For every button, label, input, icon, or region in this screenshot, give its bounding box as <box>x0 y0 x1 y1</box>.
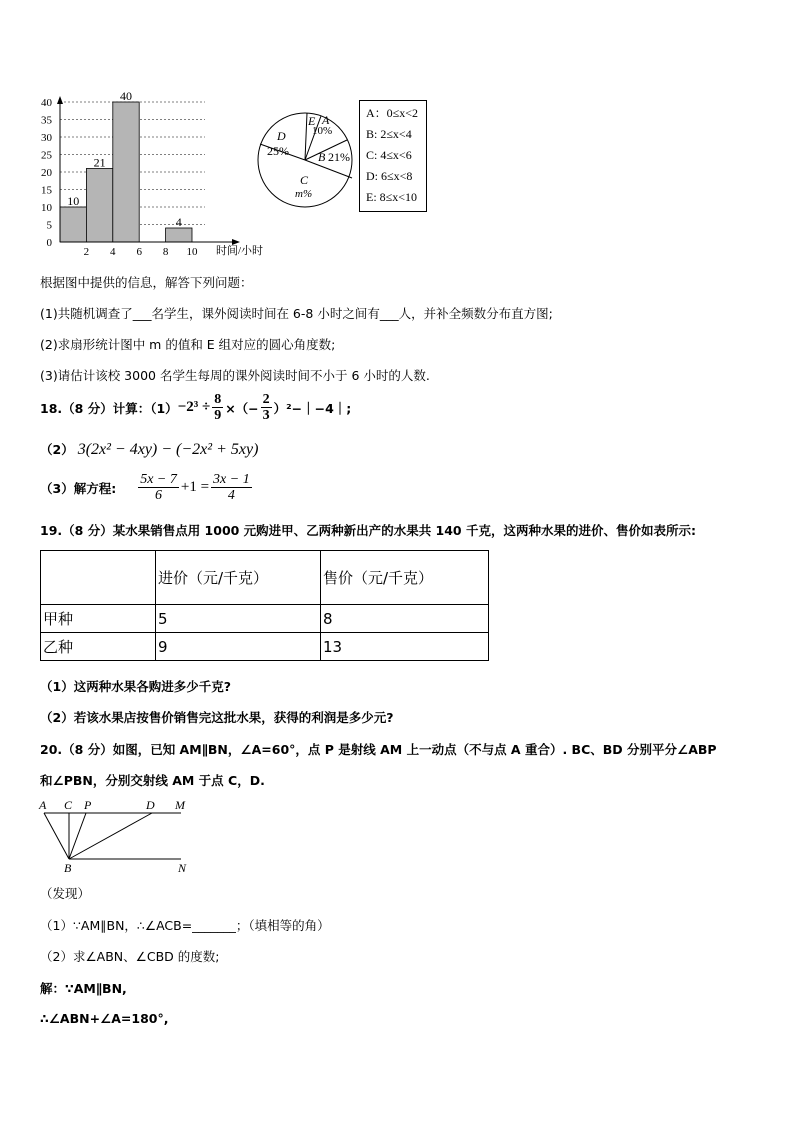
legend-item-a: A：0≤x<2 <box>366 106 419 120</box>
histogram-x-ticks <box>84 246 198 258</box>
point-n-label: N <box>178 861 187 875</box>
x-tick-label: 6 <box>136 246 142 258</box>
histogram-y-arrow <box>57 96 63 104</box>
point-b-label: B <box>64 861 72 875</box>
table-cell: 9 <box>156 633 321 661</box>
q18-f1-den: 9 <box>214 408 222 423</box>
q18-f3-num: 5x − 7 <box>140 472 177 487</box>
table-header-row <box>41 551 489 605</box>
pie-value-a: 10% <box>312 125 333 137</box>
point-d-label: D <box>146 798 155 812</box>
y-tick-label: 15 <box>41 184 52 197</box>
q20-line2: 和∠PBN，分别交射线 AM 于点 C，D. <box>40 773 265 788</box>
q17-part1: (1)共随机调查了___名学生，课外阅读时间在 6-8 小时之间有___人，并补全频数分布直方图; <box>40 306 553 321</box>
histogram-bar <box>86 169 112 243</box>
q18-p3-mid: +1 = <box>180 479 210 495</box>
q18-p1-a: −2³ ÷ <box>177 399 211 415</box>
table-row <box>41 633 489 661</box>
y-tick-label: 30 <box>41 132 52 144</box>
q18-p2-label: （2） <box>40 442 74 457</box>
q18-f4-num: 3x − 1 <box>213 472 250 487</box>
legend-item-b: B: 2≤x<4 <box>366 127 412 141</box>
x-tick-label: 10 <box>186 246 198 258</box>
q17-intro: 根据图中提供的信息，解答下列问题： <box>40 275 253 290</box>
bar-value-label: 4 <box>175 215 182 229</box>
histogram-y-ticks <box>41 97 53 249</box>
segment-bd <box>69 813 152 859</box>
q20-solution-line2: ∴∠ABN+∠A=180°, <box>40 1011 169 1026</box>
segment-bp <box>69 813 86 859</box>
histogram-bar <box>166 228 192 242</box>
q18-fraction-right <box>211 472 252 503</box>
x-tick-label: 2 <box>83 246 90 258</box>
q18-p1-b: ×（− <box>225 400 259 416</box>
q18-fraction-2-3 <box>261 392 272 423</box>
y-tick-label: 25 <box>41 149 52 162</box>
pie-label-e: E <box>308 114 316 128</box>
y-tick-label: 10 <box>41 202 52 214</box>
q18-fraction-left <box>138 472 179 503</box>
price-table <box>40 550 489 661</box>
table-header-cell: 售价（元/千克） <box>321 551 489 605</box>
histogram-bar <box>113 102 139 242</box>
pie-label-a: A <box>322 113 330 127</box>
table-cell: 5 <box>156 605 321 633</box>
pie-label-b: B <box>318 150 326 164</box>
y-tick-label: 0 <box>46 237 52 249</box>
pie-label-c: C <box>300 173 309 187</box>
segment-ab <box>44 813 69 859</box>
q19-part2: （2）若该水果店按售价销售完这批水果，获得的利润是多少元? <box>40 710 394 725</box>
pie-value-d: 25% <box>267 144 289 158</box>
bar-value-label: 21 <box>93 155 106 170</box>
q18-f3-den: 6 <box>155 488 163 503</box>
pie-legend <box>359 100 427 212</box>
q19-text: 19.（8 分）某水果销售点用 1000 元购进甲、乙两种新出产的水果共 140 千克，这两种水果的进价、售价如表所示: <box>40 523 696 538</box>
y-tick-label: 40 <box>41 97 52 109</box>
q17-part3: (3)请估计该校 3000 名学生每周的课外阅读时间不小于 6 小时的人数. <box>40 368 430 383</box>
q20-part2: （2）求∠ABN、∠CBD 的度数; <box>40 949 220 964</box>
legend-item-e: E: 8≤x<10 <box>366 190 418 204</box>
q18-f2-num: 2 <box>262 392 270 407</box>
q20-discover: （发现） <box>40 886 91 901</box>
q18-p1-c: ）²−｜−4｜; <box>273 400 352 416</box>
q18-f1-num: 8 <box>214 392 222 407</box>
x-tick-label: 8 <box>162 246 169 258</box>
histogram-x-unit: 时间/小时 <box>216 245 264 257</box>
q18-p3-label: （3）解方程: <box>40 480 117 496</box>
point-a-label: A <box>39 798 47 812</box>
legend-item-d: D: 6≤x<8 <box>366 169 413 183</box>
point-c-label: C <box>64 798 73 812</box>
y-tick-label: 20 <box>41 167 52 179</box>
histogram-chart <box>41 89 280 262</box>
q18-p2-expression: 3(2x² − 4xy) − (−2x² + 5xy) <box>77 441 259 458</box>
point-m-label: M <box>175 798 185 812</box>
table-header-cell <box>41 551 156 605</box>
q20-part1: （1）∵AM∥BN，∴∠ACB=_______；（填相等的角） <box>40 918 330 933</box>
q20-line1: 20.（8 分）如图，已知 AM∥BN，∠A=60°，点 P 是射线 AM 上一动点（不与点 A 重合）. BC、BD 分别平分∠ABP <box>40 742 717 757</box>
table-cell: 13 <box>321 633 489 661</box>
table-cell: 8 <box>321 605 489 633</box>
table-cell: 甲种 <box>41 605 156 633</box>
bar-value-label: 40 <box>120 89 132 103</box>
pie-value-c: m% <box>295 188 313 200</box>
q18-f2-den: 3 <box>262 408 270 423</box>
q17-part2: (2)求扇形统计图中 m 的值和 E 组对应的圆心角度数; <box>40 337 336 352</box>
point-p-label: P <box>84 798 92 812</box>
q18-part2 <box>40 440 258 459</box>
pie-chart <box>255 97 360 217</box>
geometry-figure <box>36 795 196 877</box>
q18-part3 <box>40 472 254 503</box>
pie-value-b: 21% <box>328 150 350 164</box>
q18-part1 <box>40 392 351 423</box>
bar-value-label: 10 <box>67 194 80 208</box>
x-tick-label: 4 <box>110 246 116 258</box>
histogram-bar <box>60 207 86 242</box>
q18-fraction-8-9 <box>212 392 223 423</box>
y-tick-label: 5 <box>46 219 52 232</box>
table-cell: 乙种 <box>41 633 156 661</box>
q19-part1: （1）这两种水果各购进多少千克? <box>40 679 231 694</box>
legend-item-c: C: 4≤x<6 <box>366 148 412 162</box>
q18-heading: 18.（8 分）计算：（1） <box>40 400 178 416</box>
table-row <box>41 605 489 633</box>
q18-f4-den: 4 <box>227 488 235 503</box>
table-header-cell: 进价（元/千克） <box>156 551 321 605</box>
pie-label-d: D <box>277 129 286 143</box>
y-tick-label: 35 <box>41 114 52 127</box>
q20-solution-line1: 解：∵AM∥BN, <box>40 981 127 996</box>
